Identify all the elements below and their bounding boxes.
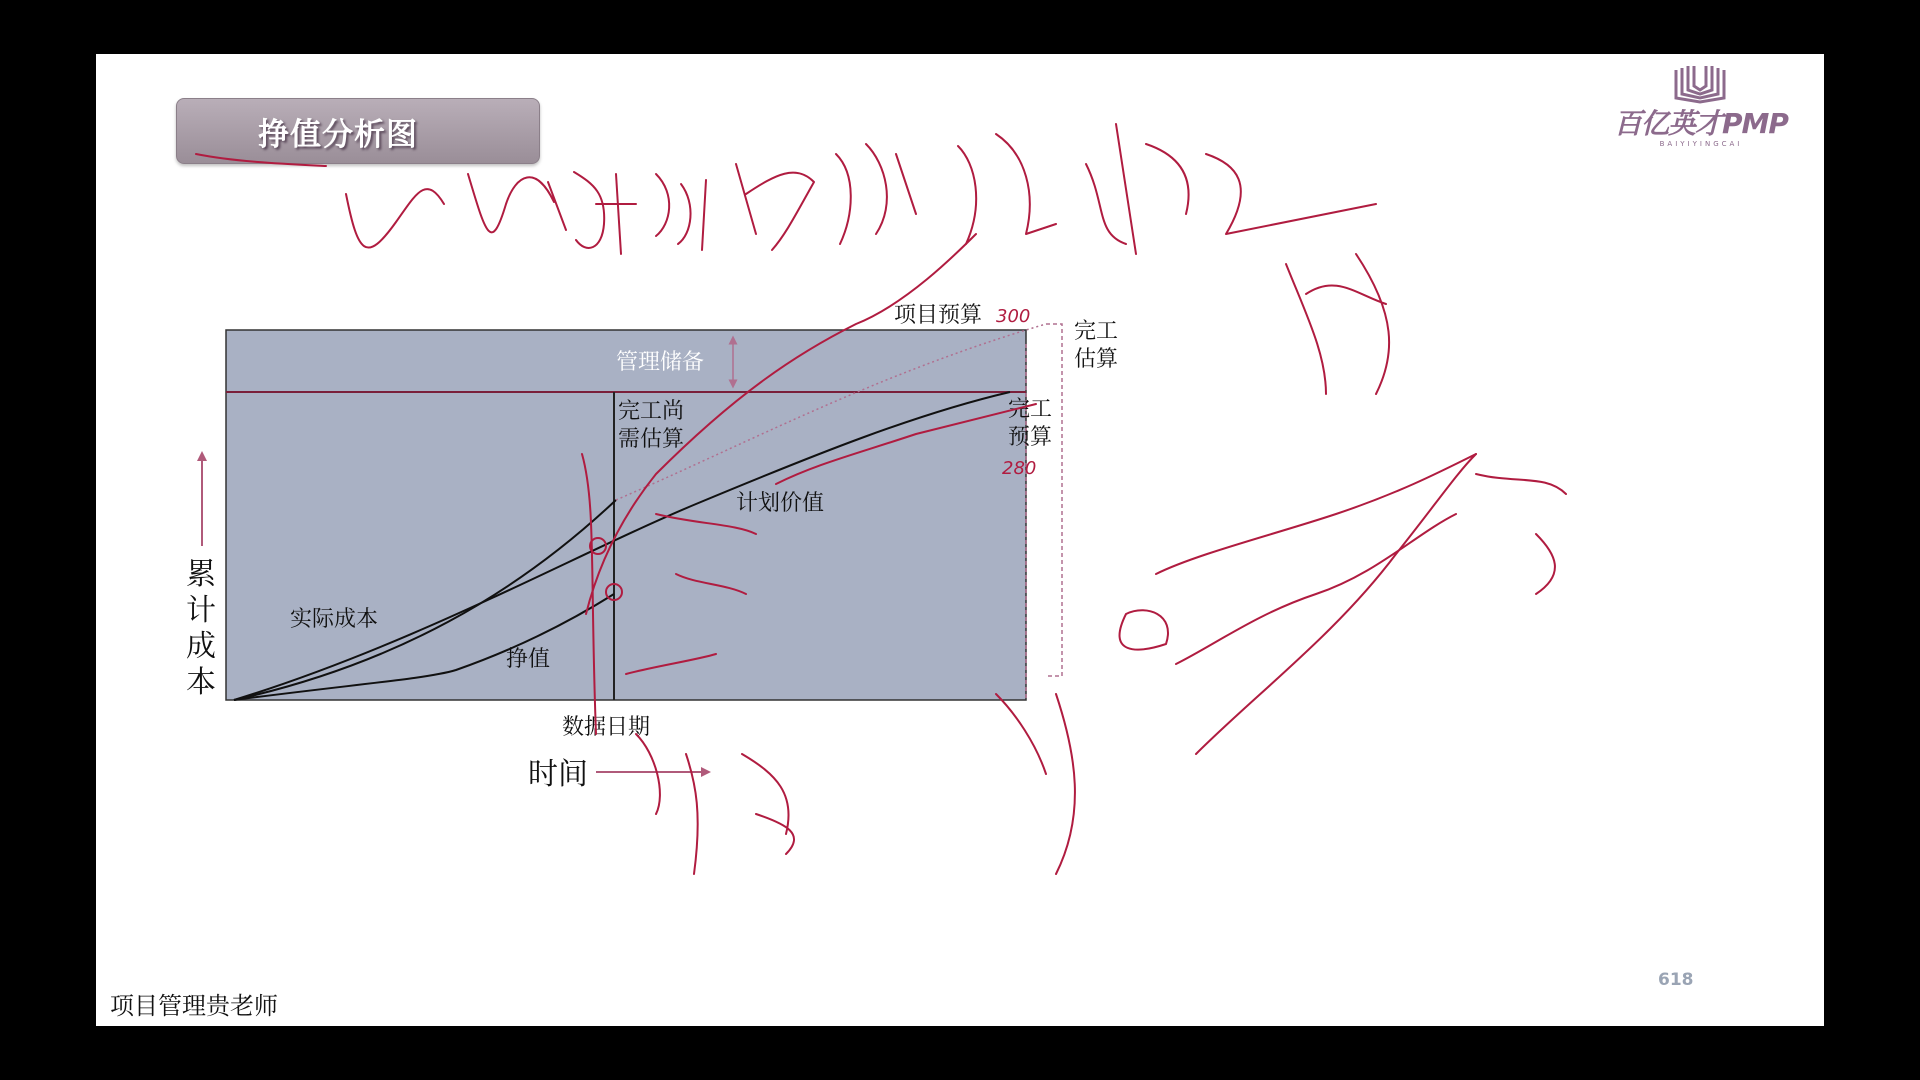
label-bac-line2: 预算	[1008, 425, 1053, 450]
label-etc-line2: 需估算	[618, 427, 685, 452]
x-axis-label: 时间	[528, 757, 588, 792]
chart-area	[226, 330, 1026, 700]
handwritten-budget-value: 300	[996, 306, 1031, 327]
label-actual-cost: 实际成本	[290, 607, 379, 632]
label-bac-line1: 完工	[1008, 397, 1053, 422]
label-eac-line2: 估算	[1074, 347, 1119, 372]
label-etc-line1: 完工尚	[618, 399, 685, 424]
y-axis-label-3: 成	[186, 629, 216, 664]
footer-presenter: 项目管理贵老师	[110, 992, 278, 1020]
slide-title: 挣值分析图	[258, 116, 418, 153]
slide	[96, 54, 1824, 1026]
label-eac-line1: 完工	[1074, 319, 1119, 344]
y-axis-label-4: 本	[186, 665, 216, 700]
label-data-date: 数据日期	[562, 715, 651, 740]
label-planned-value: 计划价值	[736, 491, 825, 516]
y-axis-label-1: 累	[186, 557, 216, 592]
y-axis-label-2: 计	[186, 593, 216, 628]
label-management-reserve: 管理储备	[616, 350, 705, 375]
handwritten-bac-value: 280	[1002, 458, 1037, 479]
label-project-budget: 项目预算	[894, 303, 983, 328]
label-earned-value: 挣值	[506, 647, 551, 672]
logo-wordmark: 百亿英才PMP	[1614, 107, 1788, 140]
earned-value-diagram	[96, 54, 1824, 1026]
eac-dashed-bracket	[1046, 324, 1062, 676]
logo-subtext: BAIYIYINGCAI	[1659, 140, 1743, 148]
page-number: 618	[1658, 970, 1694, 990]
